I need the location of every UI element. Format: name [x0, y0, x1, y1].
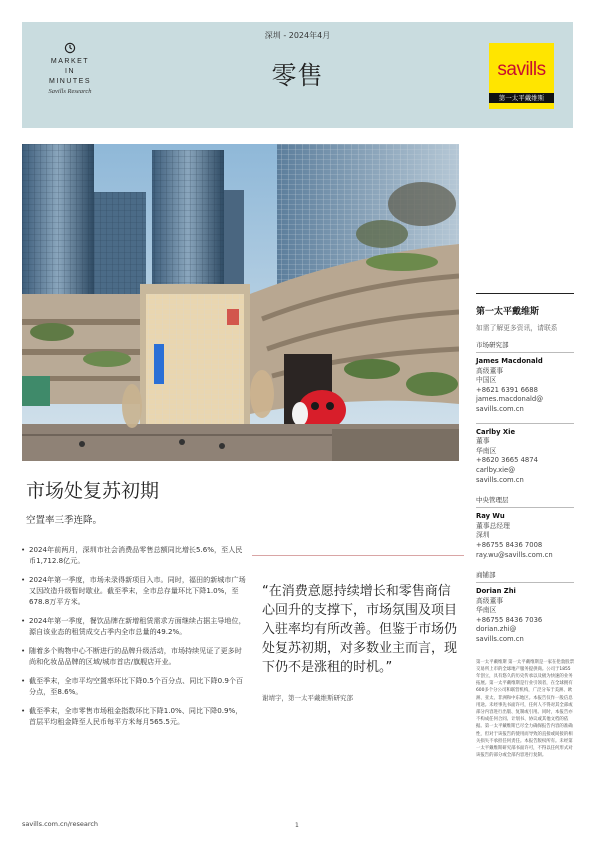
savills-logo	[489, 43, 554, 109]
logo-chinese-name: 第一太平戴维斯	[489, 93, 554, 103]
footer-url[interactable]: savills.com.cn/research	[22, 820, 99, 828]
key-point: • 2024年第一季度，市场未录得新项目入市。同时，福田的新城市广场又因改造升级暂时歇业。截至季末，全市总存量环比下降1.0%，至678.8万平方米。	[26, 574, 248, 607]
contact-sidebar	[476, 293, 574, 760]
key-point: • 截至季末，全市平均空置率环比下降0.5个百分点、同比下降0.9个百分点，至8.6%。	[26, 675, 248, 697]
contact-phone[interactable]: +8621 6391 6688	[476, 385, 538, 394]
contact-region: 中国区	[476, 376, 497, 385]
contact-name: Dorian Zhi	[476, 587, 516, 596]
contact-email[interactable]: dorian.zhi@	[476, 625, 517, 634]
contact-name: Carlby Xie	[476, 427, 516, 436]
section-label-research: 市场研究部	[476, 340, 574, 353]
page-number: 1	[295, 822, 299, 829]
quote-attribution: 谢靖宇，第一太平戴维斯研究部	[262, 694, 353, 702]
key-point: • 随着多个购物中心不断进行的品牌升级活动，市场持续见证了更多时尚和化妆品品牌的区域/城市首店/旗舰店开业。	[26, 645, 248, 667]
section-label-management: 中央管理层	[476, 495, 574, 508]
contact-phone[interactable]: +86755 8436 7036	[476, 615, 543, 624]
contact-region: 深圳	[476, 531, 490, 540]
disclaimer-text: 第一太平戴维斯 第一太平戴维斯是一家在伦敦股票交易所上市的全球地产服务提供商。公司于1855年创立，具有悠久的历史传承以及极为快速的业务拓展。第一太平戴维斯是行业引领者，在全球拥有600多个分公司和联营机构，广泛分布于美洲、欧洲、亚太、非洲和中东地区。本报告仅作一般信息用途。未经事先书面许可，任何人不得对其全部或部分内容进行出版、复制或引用。同时，本报告亦不构成任何合同、计划书、协议或其他文档的依据。第一太平戴维斯已尽全力确保报告内容的准确性，但对于该报告的使用而导致的直接或间接的相关损失不承担任何责任。本报告版权所有。未经第一太平戴维斯研究部书面许可，不得以任何形式对该报告的部分或全部内容进行复制。	[476, 659, 574, 759]
key-points-list	[26, 544, 248, 735]
contact-email-domain[interactable]: savills.com.cn	[476, 635, 524, 644]
contact-card	[476, 512, 574, 560]
key-point: • 2024年第一季度，餐饮品牌在新增租赁需求方面继续占据主导地位，源自该业态的租赁成交占季内全市总量的49.2%。	[26, 615, 248, 637]
contact-phone[interactable]: +8620 3665 4874	[476, 456, 538, 465]
contact-email-domain[interactable]: savills.com.cn	[476, 404, 524, 413]
contact-name: Ray Wu	[476, 512, 505, 521]
sidebar-title: 第一太平戴维斯	[476, 307, 540, 317]
key-point: • 截至季末，全市零售市场租金指数环比下降1.0%、同比下降0.9%，首层平均租金降至人民币每平方米每月565.5元。	[26, 705, 248, 727]
contact-card	[476, 423, 574, 486]
contact-name: James Macdonald	[476, 357, 543, 365]
quote-divider-line	[252, 555, 464, 556]
headline: 市场处复苏初期	[26, 480, 160, 502]
series-line-2: IN	[65, 68, 75, 75]
sidebar-intro: 如需了解更多资讯，请联系	[476, 324, 558, 332]
contact-email[interactable]: carlby.xie@	[476, 465, 516, 474]
subheadline: 空置率三季连降。	[26, 515, 103, 526]
page-title: 零售	[271, 61, 324, 90]
header-banner	[22, 22, 573, 128]
contact-region: 华南区	[476, 606, 497, 615]
contact-region: 华南区	[476, 446, 497, 455]
series-subtitle: Savills Research	[48, 88, 92, 95]
contact-role: 董事	[476, 437, 490, 446]
series-line-1: MARKET	[50, 58, 90, 65]
contact-email[interactable]: ray.wu@savills.com.cn	[476, 550, 553, 559]
key-point: • 2024年前两月，深圳市社会消费品零售总额同比增长5.6%，至人民币1,712.8亿元。	[26, 544, 248, 566]
logo-wordmark: savills	[497, 59, 546, 80]
contact-card	[476, 587, 574, 645]
shopping-mall-illustration	[22, 144, 459, 461]
report-date: 深圳 - 2024年4月	[264, 31, 331, 40]
clock-icon	[64, 42, 76, 54]
contact-phone[interactable]: +86755 8436 7008	[476, 540, 543, 549]
contact-card	[476, 357, 574, 415]
pull-quote: “在消费意愿持续增长和零售商信心回升的支撑下，市场氛围及项目入驻率均有所改善。但鉴于市场仍处复苏初期，对多数业主而言，现下仍不是涨租的时机。”	[262, 584, 458, 675]
hero-photo	[22, 144, 459, 461]
contact-role: 高级董事	[476, 596, 504, 605]
contact-email[interactable]: james.macdonald@	[476, 395, 544, 404]
contact-role: 董事总经理	[476, 521, 510, 530]
series-line-3: MINUTES	[49, 78, 91, 85]
contact-email-domain[interactable]: savills.com.cn	[476, 475, 524, 484]
section-label-retail: 商铺部	[476, 570, 574, 583]
contact-role: 高级董事	[476, 366, 504, 375]
